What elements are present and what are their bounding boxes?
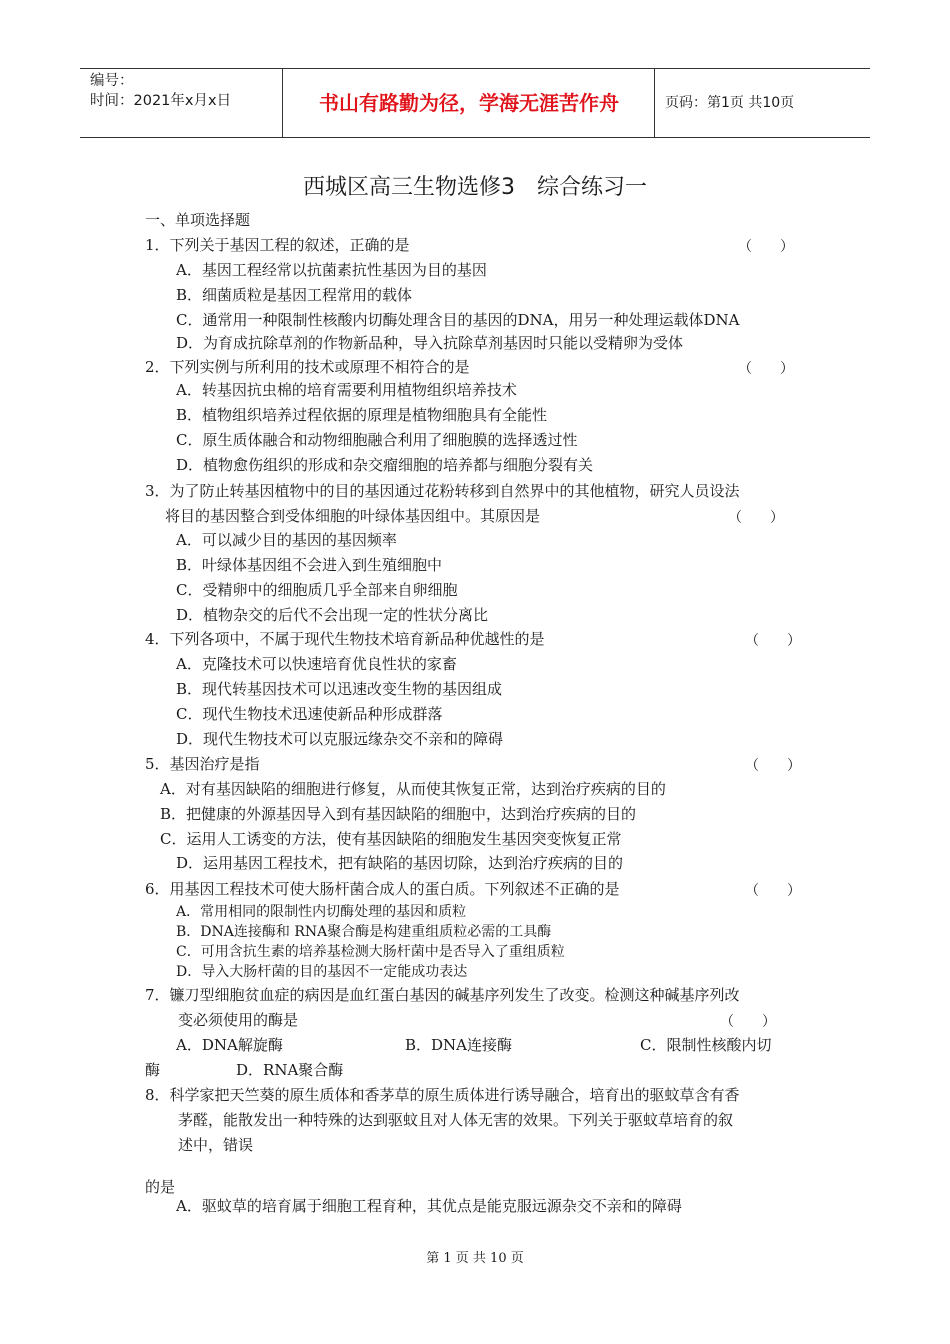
answer-bracket: （ ） [720, 1014, 776, 1030]
code-label: 编号： [90, 73, 134, 89]
option: B．DNA连接酶 [405, 1036, 513, 1054]
option: C．现代生物技术迅速使新品种形成群落 [176, 705, 443, 723]
page-footer: 第 1 页 共 10 页 [426, 1251, 524, 1266]
option: A．转基因抗虫棉的培育需要利用植物组织培养技术 [176, 381, 517, 399]
option: D．RNA聚合酶 [236, 1061, 344, 1079]
option: D．为育成抗除草剂的作物新品种，导入抗除草剂基因时只能以受精卵为受体 [176, 334, 684, 352]
question-4-stem: 4．下列各项中，不属于现代生物技术培育新品种优越性的是 [145, 630, 545, 648]
option: D．植物愈伤组织的形成和杂交瘤细胞的培养都与细胞分裂有关 [176, 456, 594, 474]
time-label: 时间：2021年x月x日 [90, 93, 232, 109]
option: B．DNA连接酶和 RNA聚合酶是构建重组质粒必需的工具酶 [176, 924, 552, 940]
option: C．原生质体融合和动物细胞融合利用了细胞膜的选择透过性 [176, 431, 578, 449]
option: B．细菌质粒是基因工程常用的载体 [176, 286, 413, 304]
option: A．可以减少目的基因的基因频率 [176, 531, 397, 549]
option: B．叶绿体基因组不会进入到生殖细胞中 [176, 556, 443, 574]
option: D．导入大肠杆菌的目的基因不一定能成功表达 [176, 964, 468, 980]
option: B．植物组织培养过程依据的原理是植物细胞具有全能性 [176, 406, 548, 424]
option: C．限制性核酸内切 [640, 1036, 772, 1054]
option: D．现代生物技术可以克服远缘杂交不亲和的障碍 [176, 730, 504, 748]
question-7-stem: 7．镰刀型细胞贫血症的病因是血红蛋白基因的碱基序列发生了改变。检测这种碱基序列改 [145, 986, 740, 1004]
option: A．基因工程经常以抗菌素抗性基因为目的基因 [176, 261, 487, 279]
question-8-stem-cont: 的是 [145, 1178, 176, 1196]
document-header [80, 68, 870, 138]
answer-bracket: （ ） [738, 361, 794, 377]
question-5-stem: 5．基因治疗是指 [145, 755, 260, 773]
option-wrap: 酶 [145, 1061, 161, 1079]
option: A．对有基因缺陷的细胞进行修复，从而使其恢复正常，达到治疗疾病的目的 [160, 780, 666, 798]
option: A．驱蚊草的培育属于细胞工程育种，其优点是能克服远源杂交不亲和的障碍 [176, 1197, 682, 1215]
option: A．克隆技术可以快速培育优良性状的家畜 [176, 655, 457, 673]
answer-bracket: （ ） [738, 239, 794, 255]
section-heading: 一、单项选择题 [145, 211, 251, 229]
option: C．可用含抗生素的培养基检测大肠杆菌中是否导入了重组质粒 [176, 944, 565, 960]
option: C．通常用一种限制性核酸内切酶处理含目的基因的DNA，用另一种处理运载体DNA [176, 311, 740, 329]
header-divider [654, 69, 655, 137]
option: A．DNA解旋酶 [176, 1036, 283, 1054]
option: C．运用人工诱变的方法，使有基因缺陷的细胞发生基因突变恢复正常 [160, 830, 622, 848]
answer-bracket: （ ） [745, 883, 801, 899]
header-page-info: 页码：第1页 共10页 [665, 95, 795, 111]
option: B．把健康的外源基因导入到有基因缺陷的细胞中，达到治疗疾病的目的 [160, 805, 637, 823]
answer-bracket: （ ） [745, 633, 801, 649]
option: C．受精卵中的细胞质几乎全部来自卵细胞 [176, 581, 458, 599]
question-8-stem-cont: 茅醛，能散发出一种特殊的达到驱蚊且对人体无害的效果。下列关于驱蚊草培育的叙 [178, 1111, 734, 1129]
option: B．现代转基因技术可以迅速改变生物的基因组成 [176, 680, 503, 698]
option: D．运用基因工程技术，把有缺陷的基因切除，达到治疗疾病的目的 [176, 854, 624, 872]
option: A．常用相同的限制性内切酶处理的基因和质粒 [176, 904, 467, 920]
answer-bracket: （ ） [728, 510, 784, 526]
question-8-stem: 8．科学家把天竺葵的原生质体和香茅草的原生质体进行诱导融合，培育出的驱蚊草含有香 [145, 1086, 740, 1104]
question-2-stem: 2．下列实例与所利用的技术或原理不相符合的是 [145, 358, 470, 376]
question-8-stem-cont: 述中，错误 [178, 1136, 254, 1154]
question-1-stem: 1．下列关于基因工程的叙述，正确的是 [145, 236, 410, 254]
option: D．植物杂交的后代不会出现一定的性状分离比 [176, 606, 489, 624]
question-3-stem: 3．为了防止转基因植物中的目的基因通过花粉转移到自然界中的其他植物，研究人员设法 [145, 482, 740, 500]
header-meta [90, 71, 280, 111]
question-6-stem: 6．用基因工程技术可使大肠杆菌合成人的蛋白质。下列叙述不正确的是 [145, 880, 620, 898]
answer-bracket: （ ） [745, 758, 801, 774]
document-title: 西城区高三生物选修3 综合练习一 [303, 175, 647, 200]
question-7-stem-cont: 变必须使用的酶是 [178, 1011, 299, 1029]
header-motto: 书山有路勤为径，学海无涯苦作舟 [319, 91, 619, 115]
question-3-stem-cont: 将目的基因整合到受体细胞的叶绿体基因组中。其原因是 [165, 507, 541, 525]
